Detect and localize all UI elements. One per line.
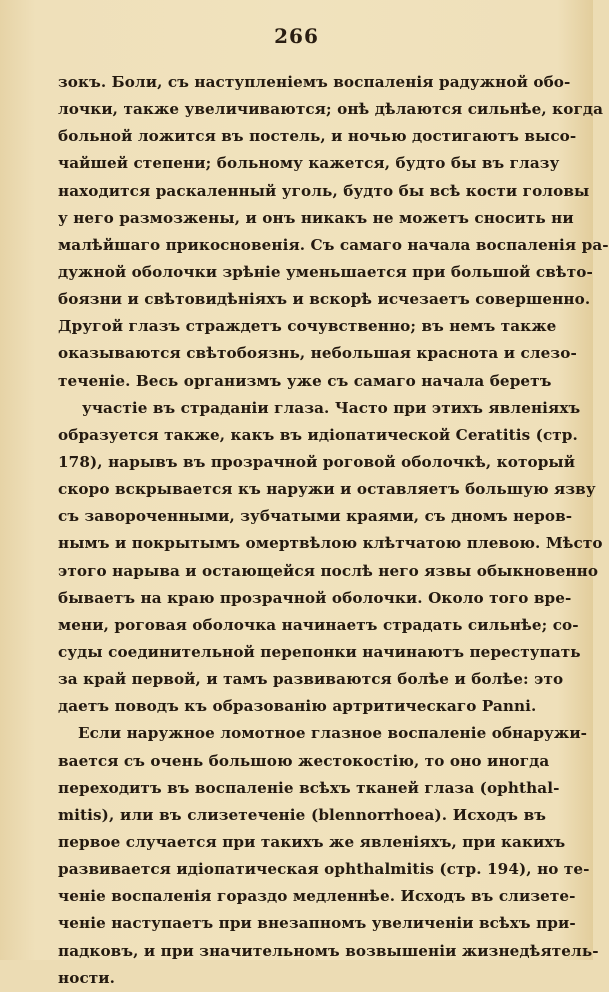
text-line: ченіе воспаленія гораздо медленнѣе. Исходъ въ слизете- (58, 887, 576, 906)
text-line: боязни и свѣтовидѣніяхъ и вскорѣ исчезаетъ совершенно. (58, 290, 591, 309)
text-line: бываетъ на краю прозрачной оболочки. Около того вре- (58, 588, 572, 607)
page-number: 266 (274, 24, 319, 48)
text-line: за край первой, и тамъ развиваются болѣе и болѣе: это (58, 670, 564, 689)
text-line: теченіе. Весь организмъ уже съ самаго начала беретъ (58, 371, 552, 390)
text-line: участіе въ страданіи глаза. Часто при этихъ явленіяхъ (82, 398, 581, 417)
text-line: малѣйшаго прикосновенія. Съ самаго начала воспаленія ра- (58, 235, 609, 254)
text-line: чайшей степени; больному кажется, будто бы въ глазу (58, 154, 560, 173)
text-line: этого нарыва и остающейся послѣ него язвы обыкновенно (58, 561, 599, 580)
text-line: находится раскаленный уголь, будто бы всѣ кости головы (58, 181, 590, 200)
text-line: ченіе наступаетъ при внезапномъ увеличеніи всѣхъ при- (58, 914, 576, 933)
text-line: суды соединительной перепонки начинаютъ переступать (58, 642, 581, 661)
text-line: переходитъ въ воспаленіе всѣхъ тканей глаза (ophthal- (58, 778, 560, 797)
text-line: образуется также, какъ въ идіопатической Ceratitis (стр. (58, 425, 578, 444)
text-line: больной ложится въ постель, и ночью достигаютъ высо- (58, 127, 577, 146)
text-line: падковъ, и при значительномъ возвышеніи жизнедѣятель- (58, 941, 599, 960)
text-line: mitis), или въ слизетеченіе (blennorrhoea). Исходъ въ (58, 805, 546, 824)
text-line: Другой глазъ страждетъ сочувственно; въ немъ также (58, 317, 557, 336)
text-line: съ завороченными, зубчатыми краями, съ дномъ неров- (58, 507, 573, 526)
text-line: зокъ. Боли, съ наступленіемъ воспаленія радужной обо- (58, 73, 571, 91)
text-line: мени, роговая оболочка начинаетъ страдать сильнѣе; со- (58, 615, 579, 634)
text-line: даетъ поводъ къ образованію артритическаго Panni. (58, 697, 537, 716)
text-line: развивается идіопатическая ophthalmitis (стр. 194), но те- (58, 860, 590, 879)
text-line: вается съ очень большою жестокостію, то оно иногда (58, 751, 550, 770)
text-line: скоро вскрывается къ наружи и оставляетъ большую язву (58, 480, 596, 499)
body-text (58, 69, 609, 992)
text-line: у него размозжены, и онъ никакъ не можетъ сносить ни (58, 208, 574, 227)
text-line: Если наружное ломотное глазное воспаленіе обнаружи- (78, 724, 588, 743)
text-line: нымъ и покрытымъ омертвѣлою клѣтчатою плевою. Мѣсто (58, 534, 603, 553)
text-line: 178), нарывъ въ прозрачной роговой оболочкѣ, который (58, 452, 576, 471)
text-line: дужной оболочки зрѣніе уменьшается при большой свѣто- (58, 262, 593, 281)
text-line: оказываются свѣтобоязнь, небольшая краснота и слезо- (58, 344, 577, 363)
text-line: ности. (58, 968, 116, 987)
text-line: лочки, также увеличиваются; онѣ дѣлаются сильнѣе, когда (58, 100, 604, 119)
text-line: первое случается при такихъ же явленіяхъ, при какихъ (58, 832, 566, 851)
